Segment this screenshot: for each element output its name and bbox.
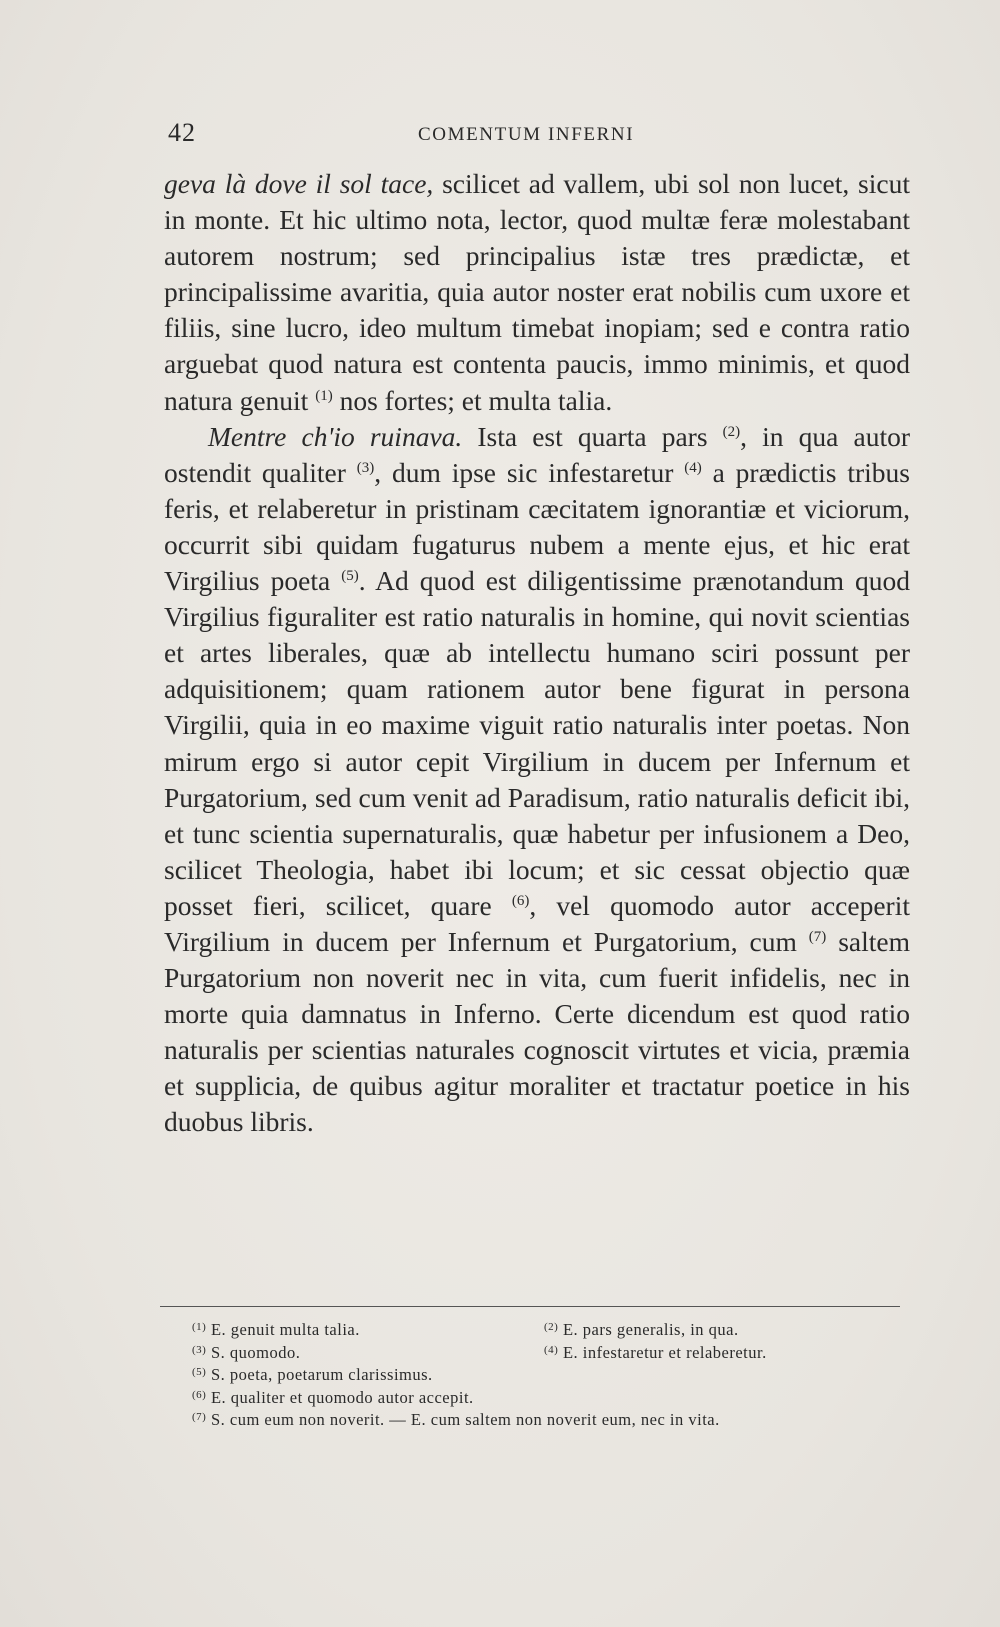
- paragraph-text: scilicet ad vallem, ubi sol non lucet, sicut in monte. Et hic ultimo nota, lector, quod multæ feræ molestabant autorem nostrum; sed principalius istæ tres prædictæ, et principalissime avaritia, quia autor noster erat nobilis cum uxore et filiis, sine lucro, ideo multum timebat inopiam; sed e contra ratio arguebat quod natura est contenta paucis, immo minimis, et quod natura genuit: [164, 168, 910, 416]
- page-header: [168, 118, 908, 152]
- paragraph-text: . Ad quod est diligentissime prænotandum quod Virgilius figuraliter est ratio naturalis in homine, qui novit scientias et artes liberales, quæ ab intellectu humano sciri possunt per adquisitionem; quam rationem autor bene figurat in persona Virgilii, quia in eo maxime viguit ratio naturalis inter poetas. Non mirum ergo si autor cepit Virgilium in ducem per Infernum et Purgatorium, sed cum venit ad Paradisum, ratio naturalis deficit ibi, et tunc scientia supernaturalis, quæ habetur per infusionem a Deo, scilicet Theologia, habet ibi locum; et sic cessat objectio quæ posset fieri, scilicet, quare: [164, 565, 910, 921]
- footnote-ref: (5): [341, 568, 359, 585]
- italic-quote: Mentre ch'io ruinava.: [208, 420, 463, 452]
- footnote-4: $^{(4)}$ E. infestaretur et relaberetur.: [544, 1342, 767, 1362]
- footnote-ref: (6): [511, 892, 530, 909]
- footnote-divider: [160, 1306, 900, 1307]
- footnote-row: [192, 1361, 912, 1384]
- footnote-1: $^{(1)}$ E. genuit multa talia.: [192, 1320, 360, 1339]
- main-text: [164, 166, 910, 1141]
- paragraph-text: a prædictis tribus feris, et relaberetur in pristinam cæcitatem ignorantiæ et viciorum, occurrit sibi quidam fugaturus nubem a mente ejus, et hic erat Virgilius poeta: [164, 456, 910, 597]
- paragraph-1: [164, 166, 910, 419]
- page-number: 42: [168, 118, 196, 147]
- paragraph-text: nos fortes; et multa talia.: [332, 384, 613, 416]
- footnote-ref: (1): [315, 387, 333, 404]
- footnote-5: $^{(5)}$ S. poeta, poetarum clarissimus.: [192, 1365, 433, 1384]
- running-head: COMENTUM INFERNI: [418, 124, 635, 145]
- footnote-row: [192, 1316, 912, 1339]
- footnote-2: $^{(2)}$ E. pars generalis, in qua.: [544, 1320, 739, 1339]
- paragraph-text: , vel quomodo autor acceperit Virgilium in ducem per Infernum et Purgatorium, cum: [164, 889, 910, 957]
- footnote-ref: (7): [808, 928, 827, 945]
- footnote-row: [192, 1339, 912, 1362]
- paragraph-text: , dum ipse sic infestaretur: [374, 456, 685, 488]
- footnote-ref: (3): [356, 459, 375, 476]
- footnote-ref: (2): [722, 423, 741, 440]
- footnote-7: $^{(7)}$ S. cum eum non noverit. — E. cum saltem non noverit eum, nec in vita.: [192, 1410, 720, 1429]
- italic-quote: geva là dove il sol tace,: [164, 168, 434, 199]
- footnote-row: [192, 1406, 912, 1429]
- footnote-ref: (4): [684, 459, 702, 476]
- footnote-3: $^{(3)}$ S. quomodo.: [192, 1342, 301, 1362]
- paragraph-2: [164, 419, 910, 1141]
- footnote-6: $^{(6)}$ E. qualiter et quomodo autor accepit.: [192, 1387, 474, 1407]
- paragraph-text: Ista est quarta pars: [462, 420, 723, 452]
- footnotes: [192, 1316, 912, 1429]
- paragraph-text: saltem Purgatorium non noverit nec in vita, cum fuerit infidelis, nec in morte quia damnatus in Inferno. Certe dicendum est quod ratio naturalis per scientias naturales cognoscit virtutes et vicia, præmia et supplicia, de quibus agitur moraliter et tractatur poetice in his duobus libris.: [164, 925, 910, 1138]
- footnote-row: [192, 1384, 912, 1407]
- paragraph-text: , in qua autor ostendit qualiter: [164, 420, 910, 488]
